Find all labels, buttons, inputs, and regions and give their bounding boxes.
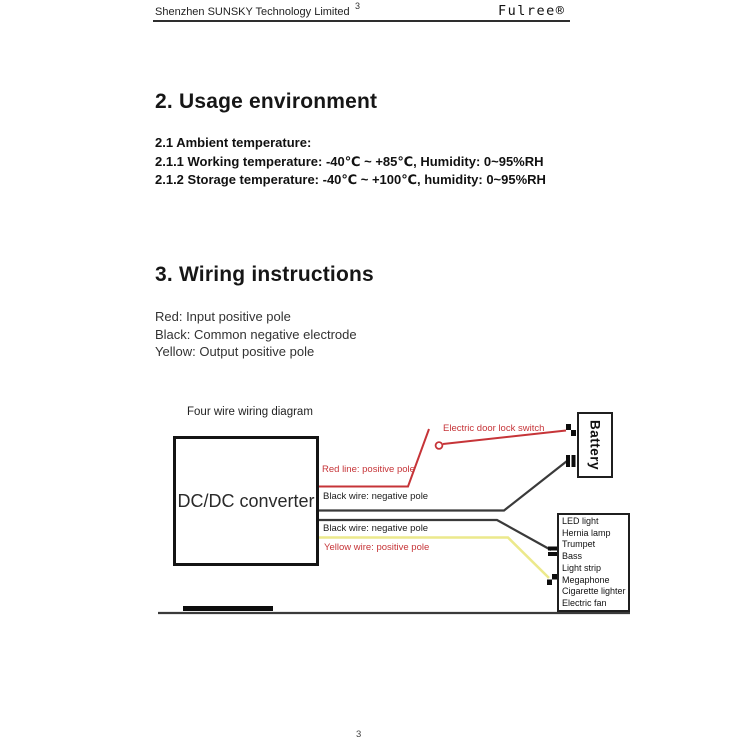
switch-label: Electric door lock switch bbox=[443, 423, 545, 434]
battery-minus-terminal-icon bbox=[566, 455, 570, 467]
red-wire bbox=[319, 429, 429, 487]
dcdc-converter-label: DC/DC converter bbox=[177, 490, 315, 511]
battery-label: Battery bbox=[587, 419, 603, 471]
battery-minus-terminal-icon bbox=[572, 455, 576, 467]
load-terminal-yellow-icon bbox=[547, 580, 552, 586]
load-item: Trumpet bbox=[562, 539, 596, 550]
load-item: Megaphone bbox=[562, 574, 610, 585]
load-terminal-black-icon bbox=[548, 552, 557, 556]
diagram-caption: Four wire wiring diagram bbox=[187, 406, 313, 418]
load-item: Cigarette lighter bbox=[562, 586, 626, 597]
header-page-superscript: 3 bbox=[355, 1, 361, 11]
usage-line-working: 2.1.1 Working temperature: -40℃ ~ +85℃, Humidity: 0~95%RH bbox=[155, 153, 544, 169]
page-number: 3 bbox=[356, 729, 362, 740]
section-wiring-title: 3. Wiring instructions bbox=[155, 263, 374, 286]
section-usage-body bbox=[155, 134, 546, 190]
door-lock-switch-icon bbox=[436, 442, 443, 449]
black-wire-label-1: Black wire: negative pole bbox=[323, 491, 429, 502]
wiring-line-red: Red: Input positive pole bbox=[155, 309, 291, 324]
load-devices-box bbox=[557, 513, 630, 612]
usage-line-ambient: 2.1 Ambient temperature: bbox=[155, 135, 312, 150]
yellow-wire-label: Yellow wire: positive pole bbox=[324, 542, 430, 553]
load-item: Bass bbox=[562, 551, 583, 562]
header-brand: Fulree® bbox=[498, 3, 566, 19]
load-item: Electric fan bbox=[562, 597, 607, 608]
load-item: Light strip bbox=[562, 562, 602, 573]
section-wiring-body bbox=[155, 308, 357, 361]
black-wire-label-2: Black wire: negative pole bbox=[323, 523, 429, 534]
red-wire-label: Red line: positive pole bbox=[322, 464, 415, 475]
header-company: Shenzhen SUNSKY Technology Limited bbox=[155, 6, 350, 18]
load-item: LED light bbox=[562, 516, 599, 526]
dcdc-converter-box bbox=[173, 436, 319, 566]
wiring-line-yellow: Yellow: Output positive pole bbox=[155, 344, 315, 359]
usage-line-storage: 2.1.2 Storage temperature: -40℃ ~ +100℃, humidity: 0~95%RH bbox=[155, 172, 546, 187]
battery-plus-terminal-icon bbox=[566, 424, 571, 430]
load-terminal-black-icon bbox=[548, 547, 557, 551]
header-rule bbox=[153, 20, 570, 22]
section-usage-title: 2. Usage environment bbox=[155, 90, 378, 113]
load-item: Hernia lamp bbox=[562, 527, 611, 538]
battery-box bbox=[577, 412, 613, 478]
wiring-line-black: Black: Common negative electrode bbox=[155, 326, 357, 342]
battery-plus-terminal-icon bbox=[571, 430, 576, 436]
